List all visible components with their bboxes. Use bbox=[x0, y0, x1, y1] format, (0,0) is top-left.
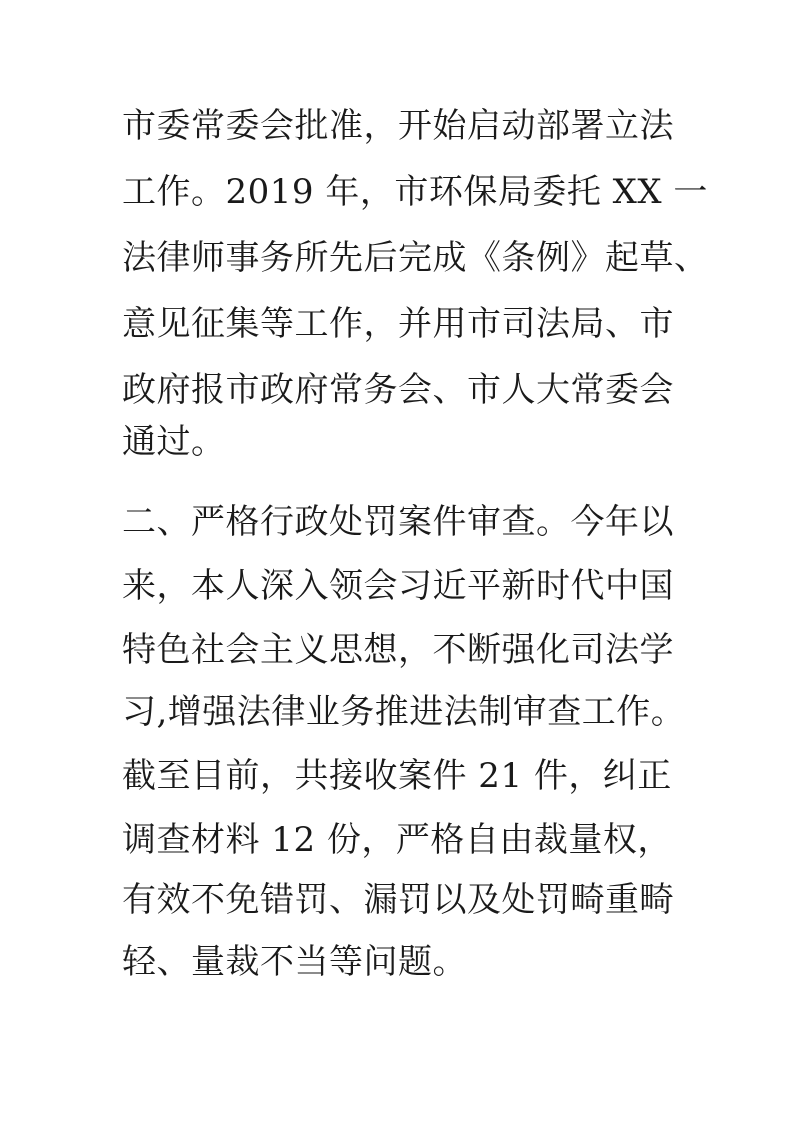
text-line: 市委常委会批准，开始启动部署立法 bbox=[122, 106, 674, 146]
text-line: 特色社会主义思想，不断强化司法学 bbox=[122, 630, 674, 670]
text-line: 二、严格行政处罚案件审查。今年以 bbox=[122, 502, 674, 542]
text-line: 截至目前，共接收案件 21 件，纠正 bbox=[122, 756, 672, 796]
text-line: 意见征集等工作，并用市司法局、市 bbox=[122, 304, 674, 344]
text-line: 轻、量裁不当等问题。 bbox=[122, 942, 467, 982]
text-line: 工作。2019 年，市环保局委托 XX 一 bbox=[122, 172, 708, 212]
text-line: 政府报市政府常务会、市人大常委会 bbox=[122, 370, 674, 410]
text-line: 习,增强法律业务推进法制审查工作。 bbox=[122, 692, 686, 732]
text-line: 通过。 bbox=[122, 422, 226, 462]
text-line: 法律师事务所先后完成《条例》起草、 bbox=[122, 238, 709, 278]
text-line: 来，本人深入领会习近平新时代中国 bbox=[122, 566, 674, 606]
text-line: 调查材料 12 份，严格自由裁量权， bbox=[122, 820, 672, 860]
text-line: 有效不免错罚、漏罚以及处罚畸重畸 bbox=[122, 880, 674, 920]
